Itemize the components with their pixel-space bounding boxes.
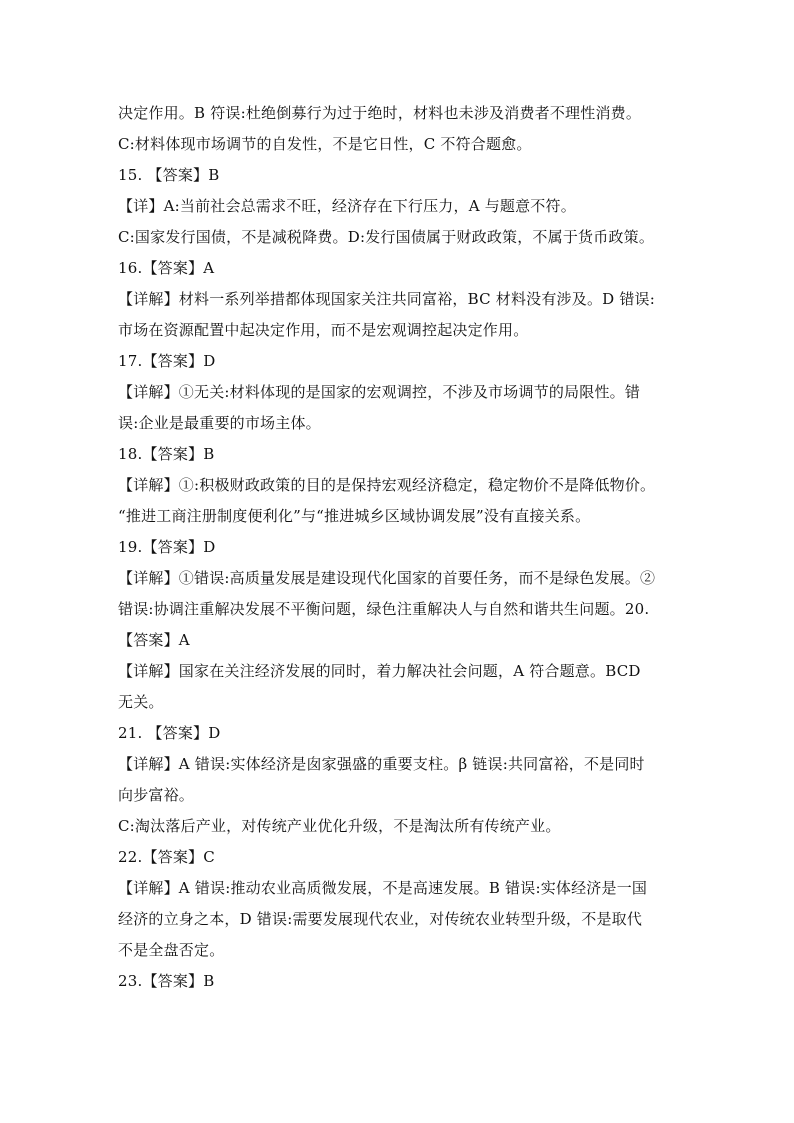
answer-heading-18: 18.【答案】B — [118, 445, 215, 463]
text-line: 【详】A:当前社会总需求不旺，经济存在下行压力，A 与题意不符。 — [118, 197, 576, 215]
answer-heading-21: 21. 【答案】D — [118, 724, 221, 742]
text-line: 【详解】①无关:材料体现的是国家的宏观调控，不涉及市场调节的局限性。错 — [118, 383, 641, 401]
text-line: 市场在资源配置中起决定作用，而不是宏观调控起决定作用。 — [118, 321, 529, 339]
text-line: C:材料体现市场调节的自发性，不是它日性，C 不符合题愈。 — [118, 135, 532, 153]
text-line: 【详解】A 错误:推动农业高质微发展，不是高速发展。B 错误:实体经济是一国 — [118, 879, 648, 897]
text-line: 无关。 — [118, 693, 164, 711]
text-line: 不是全盘否定。 — [118, 941, 225, 959]
text-line: 经济的立身之本，D 错误:需要发展现代农业，对传统农业转型升级，不是取代 — [118, 910, 643, 928]
text-line: C:国家发行国债，不是减税降费。D:发行国债属于财政政策，不属于货币政策。 — [118, 228, 655, 246]
answer-heading-22: 22.【答案】C — [118, 848, 215, 866]
text-line: 向步富裕。 — [118, 786, 195, 804]
answer-heading-19: 19.【答案】D — [118, 538, 216, 556]
text-line: 误:企业是最重要的市场主体。 — [118, 414, 321, 432]
text-line: 【详解】A 错误:实体经济是囱家强盛的重要支柱。β 链误:共同富裕，不是同时 — [118, 755, 645, 773]
answer-heading-20: 【答案】A — [118, 631, 190, 649]
text-line: 【详解】①:积极财政政策的目的是保持宏观经济稳定，稳定物价不是降低物价。 — [118, 476, 656, 494]
answer-heading-15: 15. 【答案】B — [118, 166, 220, 184]
text-line: 【详解】①错误:高质量发展是建设现代化国家的首要任务，而不是绿色发展。② — [118, 569, 656, 587]
answer-heading-17: 17.【答案】D — [118, 352, 216, 370]
text-line: 【详解】材料一系列举措都体现国家关注共同富裕，BC 材料没有涉及。D 错误: — [118, 290, 655, 308]
text-line: 【详解】国家在关注经济发展的同时，着力解决社会问题，A 符合题意。BCD — [118, 662, 641, 680]
text-line: “推进工商注册制度便利化”与“推进城乡区域协调发展”没有直接关系。 — [118, 507, 591, 525]
text-line: 错误:协调注重解决发展不平衡问题，绿色注重解决人与自然和谐共生问题。20. — [118, 600, 650, 618]
text-line: C:淘汰落后产业，对传统产业优化升级，不是淘汰所有传统产业。 — [118, 817, 561, 835]
answer-heading-23: 23.【答案】B — [118, 972, 215, 990]
text-line: 决定作用。B 符误:杜绝倒募行为过于绝时，材料也未涉及消费者不理性消费。 — [118, 104, 642, 122]
answer-heading-16: 16.【答案】A — [118, 259, 215, 277]
